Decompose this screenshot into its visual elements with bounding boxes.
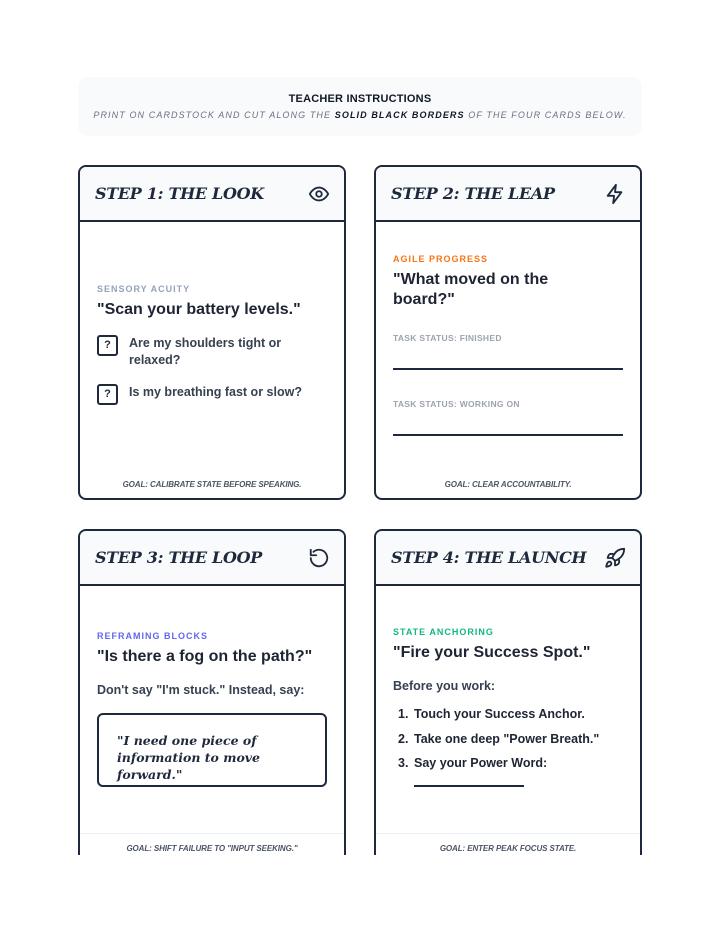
eye-icon [308, 183, 330, 205]
write-in-line [393, 434, 623, 436]
card-heading: "What moved on the board?" [393, 271, 549, 308]
step-text: Take one deep "Power Breath." [414, 731, 600, 746]
teacher-instructions [78, 77, 642, 136]
card-step-3 [78, 529, 346, 855]
instructions-emphasis: SOLID BLACK BORDERS [334, 110, 465, 120]
step-text: Touch your Success Anchor. [414, 707, 585, 721]
card-header [80, 167, 344, 222]
list-item [398, 707, 599, 732]
write-in-line [393, 368, 623, 370]
step-number: 2. [398, 731, 409, 746]
checklist-text: Is my breathing fast or slow? [129, 385, 302, 399]
card-subtext: Don't say "I'm stuck." Instead, say: [97, 683, 305, 697]
card-title: STEP 2: THE LEAP [391, 184, 555, 203]
card-step-1 [78, 165, 346, 500]
rocket-icon [604, 547, 626, 569]
instructions-title: TEACHER INSTRUCTIONS [288, 93, 432, 105]
card-step-2 [374, 165, 642, 500]
card-subtext: Before you work: [393, 679, 496, 693]
card-title: STEP 3: THE LOOP [95, 548, 263, 567]
card-header [376, 531, 640, 586]
card-step-4 [374, 529, 642, 855]
instructions-body [78, 110, 642, 120]
card-goal: GOAL: ENTER PEAK FOCUS STATE. [439, 844, 577, 853]
step-number: 3. [398, 756, 409, 770]
list-item [398, 756, 599, 781]
card-header [376, 167, 640, 222]
question-box: ? [97, 384, 118, 405]
question-box: ? [97, 335, 118, 356]
status-label-finished: TASK STATUS: FINISHED [393, 333, 502, 343]
instructions-before: PRINT ON CARDSTOCK AND CUT ALONG THE [93, 110, 335, 120]
card-header [80, 531, 344, 586]
card-eyebrow: STATE ANCHORING [393, 627, 494, 637]
card-heading: "Fire your Success Spot." [393, 644, 591, 661]
card-goal: GOAL: CLEAR ACCOUNTABILITY. [444, 480, 572, 489]
step-number: 1. [398, 707, 409, 721]
card-eyebrow: REFRAMING BLOCKS [97, 631, 208, 641]
card-heading: "Scan your battery levels." [97, 301, 301, 318]
card-title: STEP 4: THE LAUNCH [391, 548, 587, 567]
card-eyebrow: AGILE PROGRESS [393, 254, 489, 264]
rotate-icon [308, 547, 330, 569]
status-label-working: TASK STATUS: WORKING ON [393, 399, 520, 409]
checklist-text: Are my shoulders tight or relaxed? [129, 336, 282, 367]
card-eyebrow: SENSORY ACUITY [97, 284, 191, 294]
quote-text: "I need one piece of information to move forward." [117, 733, 261, 782]
card-goal: GOAL: CALIBRATE STATE BEFORE SPEAKING. [122, 480, 302, 489]
checklist-item [97, 384, 330, 424]
list-item [398, 732, 599, 757]
instructions-after: OF THE FOUR CARDS BELOW. [464, 110, 627, 120]
card-title: STEP 1: THE LOOK [95, 184, 264, 203]
card-heading: "Is there a fog on the path?" [97, 648, 313, 665]
lightning-icon [604, 183, 626, 205]
power-word-line [414, 785, 524, 787]
step-list [398, 707, 599, 781]
quote-box [97, 713, 327, 787]
step-text: Say your Power Word: [414, 756, 548, 770]
card-goal: GOAL: SHIFT FAILURE TO "INPUT SEEKING." [126, 844, 298, 853]
checklist-item [97, 335, 330, 375]
